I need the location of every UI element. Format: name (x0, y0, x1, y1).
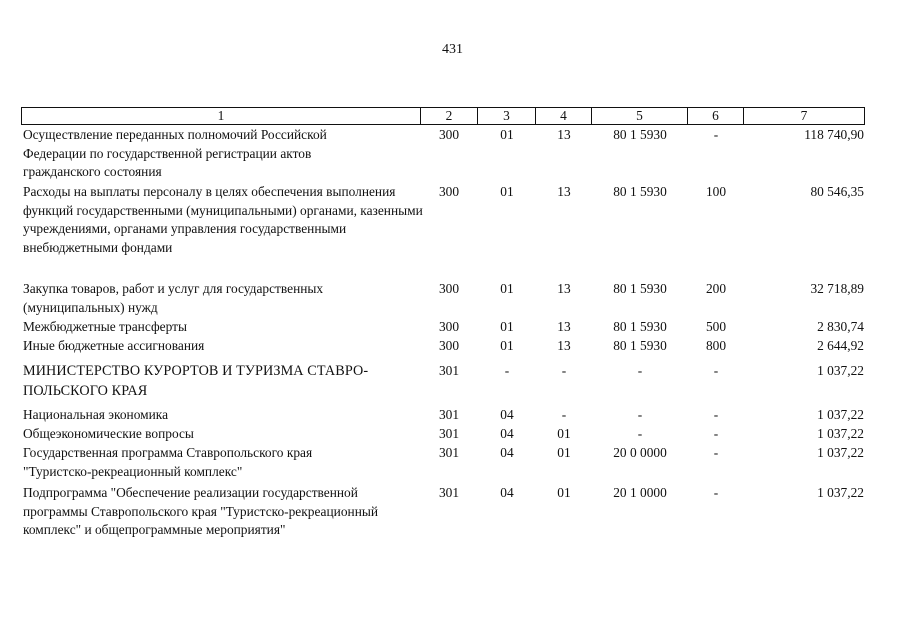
row-code-2: 300 (438, 127, 460, 142)
row-code-3: 04 (500, 485, 514, 500)
row-code-4: 01 (557, 426, 571, 441)
row-amount: 32 718,89 (810, 281, 864, 296)
row-code-4: 13 (557, 184, 571, 199)
row-name: Закупка товаров, работ и услуг для государственных (муниципальных) нужд (23, 281, 324, 315)
row-code-5: 20 1 0000 (613, 485, 667, 500)
row-code-6: - (713, 426, 719, 441)
row-code-6: - (713, 363, 719, 378)
row-name: Общеэкономические вопросы (23, 426, 194, 441)
row-name: МИНИСТЕРСТВО КУРОРТОВ И ТУРИЗМА СТАВРО-ПОЛЬСКОГО КРАЯ (23, 363, 369, 399)
row-code-5: - (637, 407, 643, 422)
row-code-5: 80 1 5930 (613, 184, 667, 199)
header-cell-2: 2 (421, 107, 478, 125)
row-code-6: - (713, 407, 719, 422)
row-code-3: 01 (500, 338, 514, 353)
row-amount: 1 037,22 (817, 426, 864, 441)
page-number: 431 (442, 42, 463, 57)
row-code-3: 01 (500, 127, 514, 142)
row-code-6: - (713, 445, 719, 460)
row-code-6: - (713, 485, 719, 500)
row-name: Осуществление переданных полномочий Российской Федерации по государственной регистрации актов гражданского состояния (23, 127, 327, 179)
row-code-4: - (561, 407, 567, 422)
header-cell-5: 5 (592, 107, 688, 125)
header-cell-1: 1 (21, 107, 421, 125)
row-code-2: 300 (438, 281, 460, 296)
row-code-6: 100 (705, 184, 727, 199)
header-cell-3: 3 (478, 107, 536, 125)
row-code-6: 500 (705, 319, 727, 334)
row-amount: 2 644,92 (817, 338, 864, 353)
row-amount: 1 037,22 (817, 485, 864, 500)
row-code-5: 20 0 0000 (613, 445, 667, 460)
row-code-2: 300 (438, 319, 460, 334)
row-code-3: 04 (500, 426, 514, 441)
row-code-2: 301 (438, 445, 460, 460)
row-code-3: 01 (500, 319, 514, 334)
row-code-5: 80 1 5930 (613, 338, 667, 353)
row-code-4: 13 (557, 127, 571, 142)
row-name: Национальная экономика (23, 407, 169, 422)
row-code-3: 04 (500, 407, 514, 422)
row-name: Подпрограмма "Обеспечение реализации государственной программы Ставропольского края "Туристско-рекреационный комплекс" и общепрограммные мероприятия" (23, 485, 379, 537)
row-code-3: 04 (500, 445, 514, 460)
row-amount: 1 037,22 (817, 363, 864, 378)
row-code-4: 01 (557, 485, 571, 500)
row-code-4: 13 (557, 281, 571, 296)
row-code-2: 300 (438, 184, 460, 199)
row-code-6: - (713, 127, 719, 142)
row-code-2: 301 (438, 407, 460, 422)
row-code-4: 01 (557, 445, 571, 460)
row-amount: 2 830,74 (817, 319, 864, 334)
row-code-2: 300 (438, 338, 460, 353)
row-code-4: 13 (557, 338, 571, 353)
row-code-5: 80 1 5930 (613, 281, 667, 296)
header-cell-7: 7 (744, 107, 865, 125)
row-amount: 118 740,90 (804, 127, 864, 142)
row-code-6: 200 (705, 281, 727, 296)
row-amount: 1 037,22 (817, 407, 864, 422)
row-code-2: 301 (438, 426, 460, 441)
row-name: Межбюджетные трансферты (23, 319, 187, 334)
row-code-3: 01 (500, 184, 514, 199)
table-header (0, 107, 905, 125)
row-code-3: 01 (500, 281, 514, 296)
row-code-4: - (561, 363, 567, 378)
row-code-4: 13 (557, 319, 571, 334)
row-code-5: - (637, 426, 643, 441)
row-code-3: - (504, 363, 510, 378)
row-code-6: 800 (705, 338, 727, 353)
row-code-2: 301 (438, 363, 460, 378)
row-name: Государственная программа Ставропольского края "Туристско-рекреационный комплекс" (23, 445, 313, 479)
row-amount: 1 037,22 (817, 445, 864, 460)
header-cell-4: 4 (536, 107, 592, 125)
row-code-5: - (637, 363, 643, 378)
row-amount: 80 546,35 (810, 184, 864, 199)
row-code-5: 80 1 5930 (613, 127, 667, 142)
row-name: Иные бюджетные ассигнования (23, 338, 205, 353)
row-code-2: 301 (438, 485, 460, 500)
header-cell-6: 6 (688, 107, 744, 125)
row-name: Расходы на выплаты персоналу в целях обеспечения выполнения функций государственными (муниципальными) органами, казенными учреждениями, органами управления государственными внебюджетными фондами (23, 184, 423, 255)
row-code-5: 80 1 5930 (613, 319, 667, 334)
